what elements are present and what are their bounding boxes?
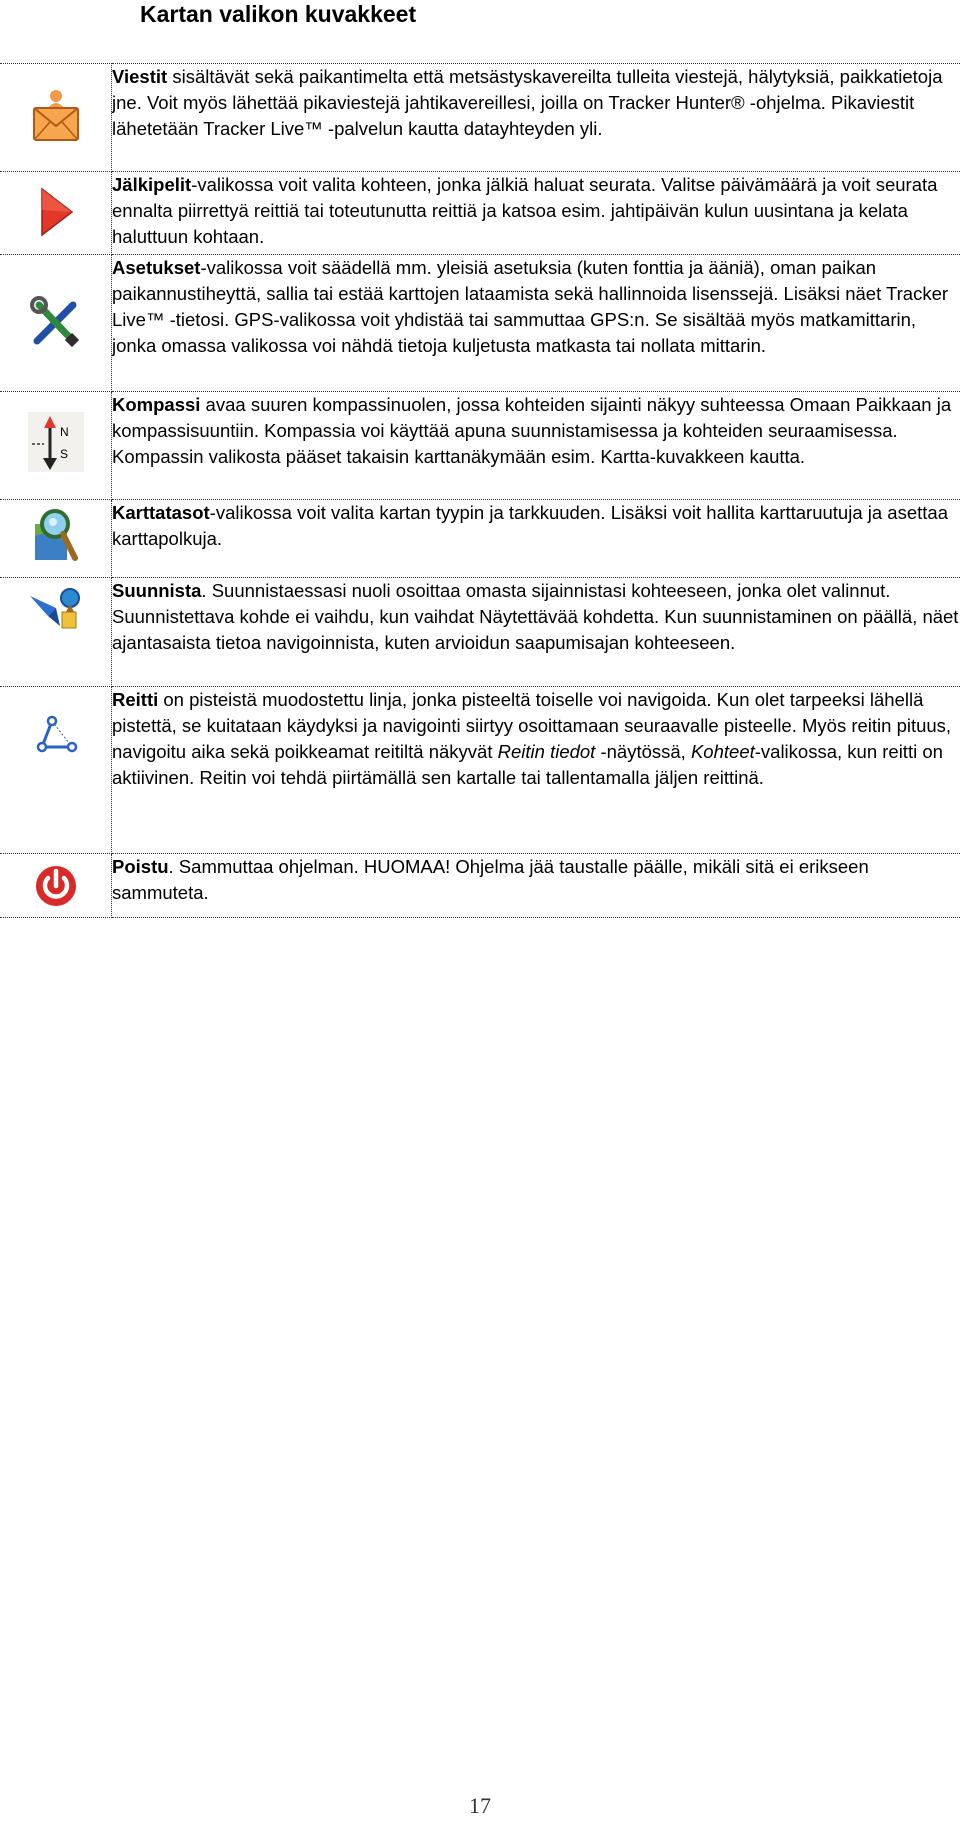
table-row [0,854,960,918]
kohteet-emphasis: Kohteet [690,741,755,762]
navigate-icon [26,582,86,634]
compass-n-label: N [59,425,69,439]
row-text: -valikossa, kun reitti on aktiivinen. Reitin voi tehdä piirtämällä sen kartalle tai tallentamalla jäljen reittinä. [112,741,943,788]
row-text: . Suunnistaessasi nuoli osoittaa omasta sijainnistasi kohteeseen, jonka olet valinnut. Suunnistettava kohde ei vaihdu, kun vaihdat Näytettävää kohdetta. Kun suunnistaminen on päällä, näet ajantasaista tietoa navigoinnista, kuten arvioidun saapumisajan kohteeseen. [112,580,959,653]
table-row [0,500,960,578]
row-lead: Poistu [112,856,169,877]
reitin-tiedot-emphasis: Reitin tiedot [497,741,596,762]
table-row [0,255,960,392]
play-arrow-icon [36,186,76,238]
table-row [0,392,960,500]
page-number: 17 [469,1793,491,1818]
table-row [0,578,960,687]
route-icon [34,715,78,755]
row-lead: Karttatasot [112,502,210,523]
row-lead: Asetukset [112,257,201,278]
icon-table [0,63,960,918]
table-row [0,172,960,255]
row-lead: Jälkipelit [112,174,192,195]
row-lead: Reitti [112,689,159,710]
compass-icon [26,410,86,474]
mail-icon [30,86,82,142]
row-text: -valikossa voit valita kartan tyypin ja tarkkuuden. Lisäksi voit hallita karttaruutuja ja asettaa karttapolkuja. [112,502,948,549]
page-title: Kartan valikon kuvakkeet [140,1,417,27]
tools-icon [29,295,83,349]
map-layers-icon [31,506,81,566]
row-text: -näytössä, [595,741,691,762]
table-row [0,64,960,172]
power-icon [32,862,80,910]
row-text: -valikossa voit valita kohteen, jonka jälkiä haluat seurata. Valitse päivämäärä ja voit seurata ennalta piirrettyä reittiä tai toteutunutta reittiä ja katsoa esim. jahtipäivän kulun uusintana ja kelata haluttuun kohtaan. [112,174,938,247]
row-text: sisältävät sekä paikantimelta että metsästyskavereilta tulleita viestejä, hälytyksiä, paikkatietoja jne. Voit myös lähettää pikaviestejä jahtikavereillesi, joilla on Tracker Hunter® -ohjelma. Pikaviestit lähetetään Tracker Live™ -palvelun kautta datayhteyden yli. [112,66,943,139]
row-text: avaa suuren kompassinuolen, jossa kohteiden sijainti näkyy suhteessa Omaan Paikkaan ja kompassisuuntiin. Kompassia voi käyttää apuna suunnistamisessa ja kohteiden seuraamisessa. Kompassin valikosta pääset takaisin karttanäkymään esim. Kartta-kuvakkeen kautta. [112,394,952,467]
row-text: -valikossa voit säädellä mm. yleisiä asetuksia (kuten fonttia ja ääniä), oman paikan paikannustiheyttä, sallia tai estää karttojen lataamista sekä hallinnoida lisenssejä. Lisäksi näet Tracker Live™ -tietosi. GPS-valikossa voit yhdistää tai sammuttaa GPS:n. Se sisältää myös matkamittarin, jonka omassa valikossa voi nähdä tietoja kuljetusta matkasta tai nollata mittarin. [112,257,949,356]
row-text: . Sammuttaa ohjelman. HUOMAA! Ohjelma jää taustalle päälle, mikäli sitä ei erikseen sammuteta. [112,856,869,903]
compass-s-label: S [59,447,68,461]
table-row [0,687,960,854]
row-lead: Suunnista [112,580,202,601]
row-text: on pisteistä muodostettu linja, jonka pisteeltä toiselle voi navigoida. Kun olet tarpeeksi lähellä pistettä, se kuitataan käydyksi ja navigointi siirtyy osoittamaan seuraavalle pisteelle. Myös reitin pituus, navigoitu aika sekä poikkeamat reitiltä näkyvät [112,689,952,762]
row-lead: Viestit [112,66,168,87]
row-lead: Kompassi [112,394,201,415]
